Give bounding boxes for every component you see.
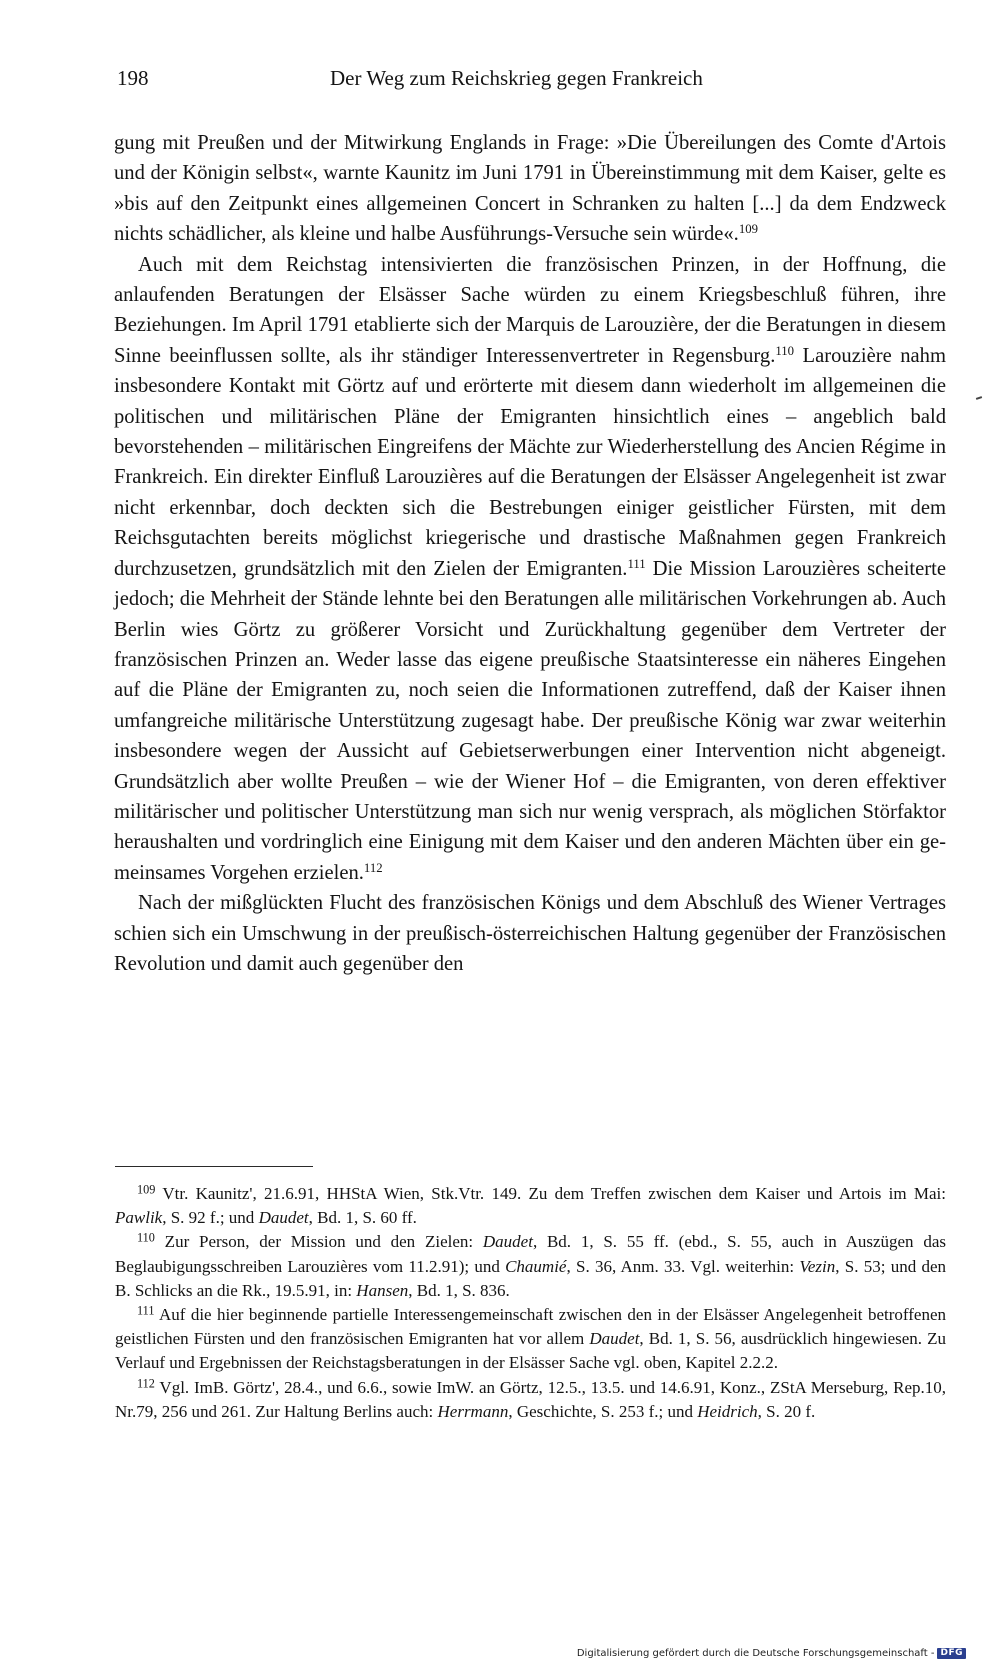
footnote-111	[115, 1303, 946, 1376]
author-name: Hansen	[356, 1280, 409, 1300]
main-text	[114, 128, 946, 979]
paragraph-1	[114, 128, 946, 250]
footnote-ref-112: 112	[363, 860, 383, 875]
footnote-text: Vgl. ImB. Görtz', 28.4., und 6.6., sowie ImW. an Görtz, 12.5., 13.5. und 14.6.91, Konz., ZStA Merseburg, Rep.10, Nr.79, 256 und 261. Zur Haltung Berlins auch:	[115, 1377, 946, 1421]
digitization-credit	[577, 1648, 966, 1659]
author-name: Chaumié	[505, 1256, 567, 1276]
footnotes	[115, 1182, 946, 1424]
paragraph-3	[114, 888, 946, 979]
footnote-divider	[115, 1166, 313, 1167]
footnote-mark: 111	[137, 1303, 155, 1318]
footnote-text: , S. 92 f.; und	[162, 1208, 259, 1228]
footnote-ref-111: 111	[627, 556, 646, 571]
footnote-109	[115, 1182, 946, 1230]
page-header	[117, 66, 947, 98]
paragraph-2-text-a: Auch mit dem Reichstag intensivierten die französischen Prinzen, in der Hoffnung, die anlaufenden Beratungen der Elsässer Sache würden zu einem Kriegsbeschluß führen, ihre Beziehungen. Im April 1791 etablierte sich der Marquis de Larouzière, der die Beratungen in diesem Sinne beeinflussen sollte, als ihr ständiger Interessenvertreter in Regensburg.	[114, 253, 946, 367]
footnote-mark: 110	[137, 1230, 155, 1245]
footnote-ref-110: 110	[775, 343, 795, 358]
footnote-text: , S. 20 f.	[757, 1401, 816, 1421]
author-name: Vezin	[799, 1256, 836, 1276]
dfg-logo: DFG	[937, 1648, 966, 1659]
margin-mark	[976, 396, 982, 400]
footnote-ref-109: 109	[738, 222, 758, 237]
footnote-110	[115, 1230, 946, 1303]
paragraph-2-text-b: Larouzière nahm insbesondere Kontakt mit Görtz auf und erörterte mit diesem dann wiederholt im allgemeinen die politischen und militärischen Pläne der Emigranten hinsichtlich eines – angeblich bald bevorstehenden – militärischen Eingreifens der Mächte zur Wiederherstellung des Ancien Régime in Frankreich. Ein direkter Einfluß Larouzières auf die Beratungen der Elsässer Angelegenheit ist zwar nicht erkennbar, doch deckten sich die Bestrebungen einiger geistlicher Fürsten, mit dem Reichsgutachten bereits möglichst kriegerische und drastische Maßnahmen gegen Frankreich durchzusetzen, grundsätzlich mit den Zielen der Emigranten.	[114, 344, 946, 580]
footnote-112	[115, 1376, 946, 1424]
footnote-text: , Bd. 1, S. 55 ff. (ebd., S. 55, auch in Auszügen das Beglaubigungsschreiben Larouzières vom 11.2.91); und	[115, 1232, 946, 1276]
author-name: Daudet	[589, 1329, 640, 1349]
author-name: Heidrich	[697, 1401, 758, 1421]
author-name: Pawlik	[115, 1208, 163, 1228]
footnote-mark: 112	[137, 1376, 155, 1391]
page-number: 198	[117, 66, 149, 90]
author-name: Daudet	[482, 1232, 533, 1252]
footnote-text: Zur Person, der Mission und den Zielen:	[154, 1232, 483, 1252]
footnote-text: , Bd. 1, S. 60 ff.	[308, 1208, 417, 1228]
footnote-text: Vtr. Kaunitz', 21.6.91, HHStA Wien, Stk.Vtr. 149. Zu dem Treffen zwischen dem Kaiser und Artois im Mai:	[155, 1184, 946, 1203]
paragraph-1-text: gung mit Preußen und der Mitwirkung Englands in Frage: »Die Übereilungen des Comte d'Artois und der Königin selbst«, warnte Kaunitz im Juni 1791 in Übereinstimmung mit dem Kaiser, gelte es »bis auf den Zeitpunkt eines allgemeinen Concert in Schranken zu halten [...] da dem Endzweck nichts schädlicher, als kleine und halbe Ausführungs-Versuche sein würde«.	[114, 132, 946, 246]
footnote-text: , Bd. 1, S. 836.	[408, 1280, 510, 1300]
footnote-text: , Bd. 1, S. 56, ausdrücklich hingewiesen. Zu Verlauf und Ergebnissen der Reichstagsberatungen in der Elsässer Sache vgl. oben, Kapitel 2.2.2.	[115, 1329, 946, 1373]
author-name: Daudet	[258, 1208, 309, 1228]
footnote-text: Auf die hier beginnende partielle Interessengemeinschaft zwischen den in der Elsässer Angelegenheit betroffenen geistlichen Fürsten und den französischen Emigranten hat vor allem	[115, 1305, 946, 1349]
footnote-text: , S. 36, Anm. 33. Vgl. weiterhin:	[566, 1256, 800, 1276]
footnote-text: , Geschichte, S. 253 f.; und	[508, 1401, 698, 1421]
digitization-credit-text: Digitalisierung gefördert durch die Deutsche Forschungsgemeinschaft -	[576, 1648, 935, 1659]
paragraph-2-text-c: Die Mission Larouzières scheiterte jedoch; die Mehrheit der Stände lehnte bei den Beratungen alle militärischen Vorkehrungen ab. Auch Berlin wies Görtz zu größerer Vorsicht und Zurückhaltung gegenüber dem Vertreter der französischen Prinzen an. Weder lasse das eigene preußische Staatsinteresse ein näheres Eingehen auf die Pläne der Emigranten zu, noch seien die Informationen zutreffend, daß der Kaiser ihnen umfangreiche militärische Unterstützung zugesagt habe. Der preußische König war zwar weiterhin insbesondere wegen der Aussicht auf Gebietserwerbungen einer Intervention nicht abgeneigt. Grundsätzlich aber wollte Preußen – wie der Wiener Hof – die Emigranten, von deren effektiver militärischer und politischer Unterstützung man sich nur wenig versprach, als möglichen Störfaktor heraushalten und vordringlich eine Einigung mit dem Kaiser und den anderen Mächten über ein gemeinsames Vorgehen erzielen.	[114, 557, 946, 884]
paragraph-2	[114, 250, 946, 889]
running-title: Der Weg zum Reichskrieg gegen Frankreich	[330, 66, 703, 90]
author-name: Herrmann	[437, 1401, 509, 1421]
footnote-text: , S. 53; und den B. Schlicks an die Rk., 19.5.91, in:	[115, 1256, 946, 1300]
footnote-mark: 109	[137, 1182, 156, 1197]
paragraph-3-text: Nach der mißglückten Flucht des französischen Königs und dem Abschluß des Wiener Vertrages schien sich ein Umschwung in der preußisch-österreichischen Haltung gegenüber der Französischen Revolution und damit auch gegenüber den	[114, 892, 946, 975]
